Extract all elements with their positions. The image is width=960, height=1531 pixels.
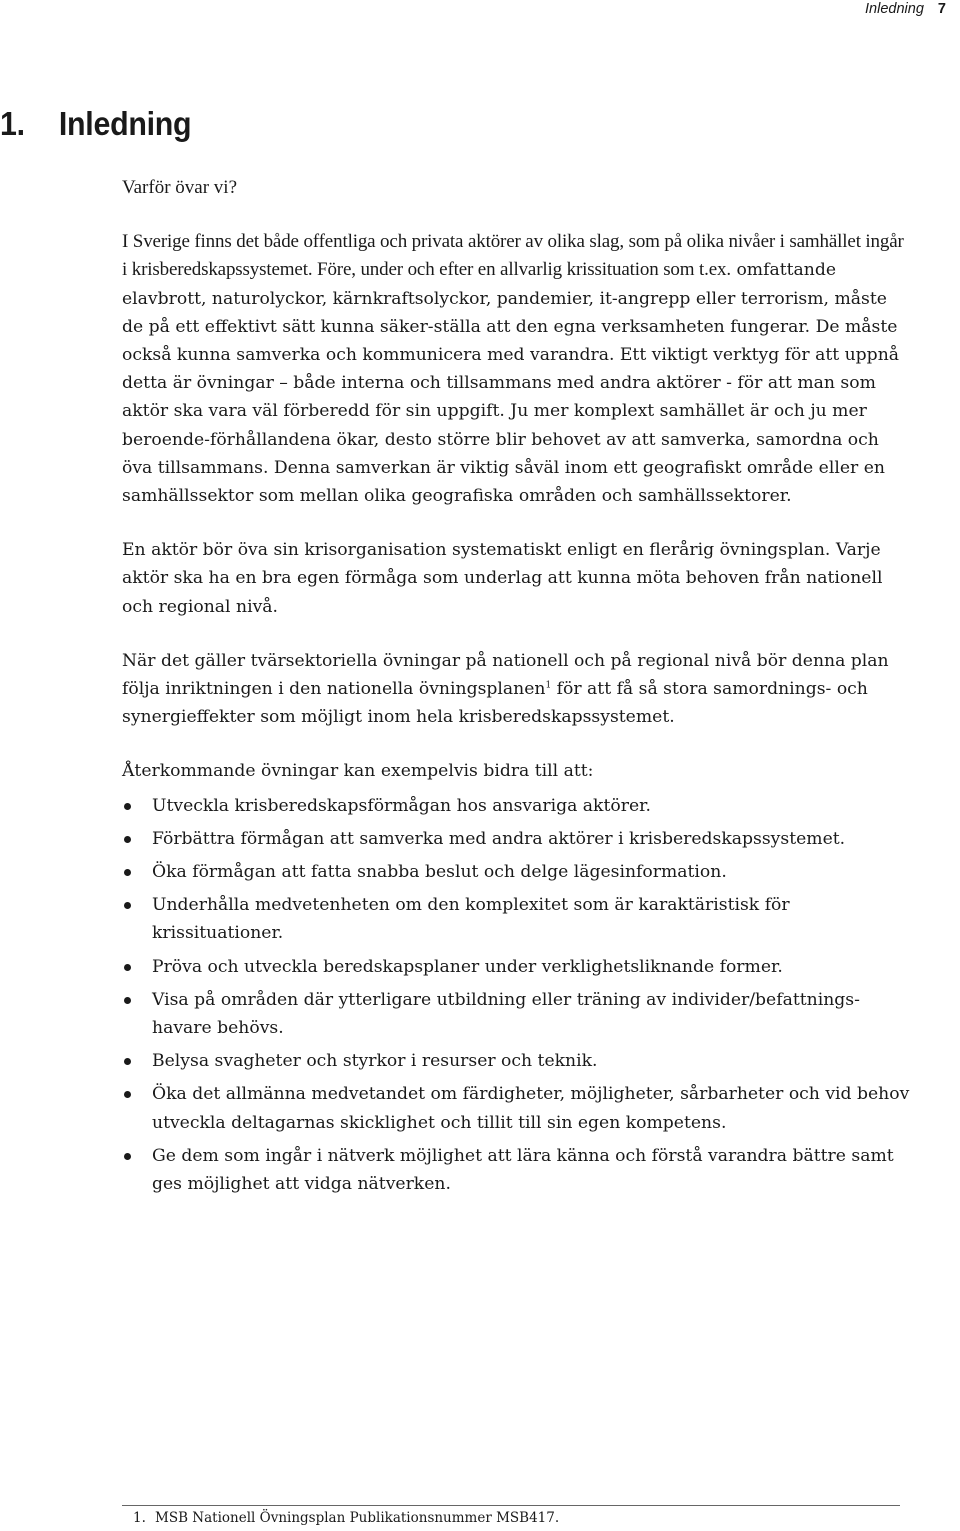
list-item: Öka det allmänna medvetandet om färdigheter, möjligheter, sårbarheter och vid behov utveckla deltagarnas skicklighet och tillit till sin egen kompetens. xyxy=(122,1080,912,1136)
chapter-title: Inledning xyxy=(58,105,192,142)
running-header xyxy=(865,0,946,18)
list-item: Ge dem som ingår i nätverk möjlighet att lära känna och förstå varandra bättre samt ges möjlighet att vidga nätverken. xyxy=(122,1142,912,1198)
body-text xyxy=(122,174,912,1203)
paragraph-3 xyxy=(122,647,912,732)
page-number: 7 xyxy=(937,1,946,17)
paragraph-1-intro: I Sverige finns det både offentliga och privata aktörer av olika slag, som på olika nivåer i samhället ingår i krisberedskapssystemet. Före, under och efter en allvarlig krissituation som t.ex. xyxy=(122,231,904,281)
lead-question: Varför övar vi? xyxy=(122,177,238,198)
footnote-reference: 1 xyxy=(545,680,552,691)
list-item: Visa på områden där ytterligare utbildning eller träning av individer/befattnings-havare behövs. xyxy=(122,986,912,1042)
list-item: Förbättra förmågan att samverka med andra aktörer i krisberedskapssystemet. xyxy=(122,825,912,853)
list-item: Utveckla krisberedskapsförmågan hos ansvariga aktörer. xyxy=(122,792,912,820)
running-header-title: Inledning xyxy=(865,1,924,17)
footnote-number: 1. xyxy=(133,1510,146,1526)
paragraph-3-start: När det gäller tvärsektoriella övningar på nationell och på regional nivå bör denna plan följa inriktningen i den nationella övningsplanen xyxy=(122,650,889,700)
footnote-divider xyxy=(122,1505,900,1506)
list-item: Underhålla medvetenheten om den komplexitet som är karaktäristisk för krissituationer. xyxy=(122,891,912,947)
list-item: Öka förmågan att fatta snabba beslut och delge lägesinformation. xyxy=(122,858,912,886)
paragraph-1-rest: omfattande elavbrott, naturolyckor, kärnkraftsolyckor, pandemier, it-angrepp eller terrorism, måste de på ett effektivt sätt kunna säker-ställa att den egna verksamheten fungerar. De måste också kunna samverka och kommunicera med varandra. Ett viktigt verktyg för att uppnå detta är övningar – både interna och tillsammans med andra aktörer - för att man som aktör ska vara väl förberedd för sin uppgift. Ju mer komplext samhället är och ju mer beroende-förhållandena ökar, desto större blir behovet av att samverka, samordna och öva tillsammans. Denna samverkan är viktig såväl inom ett geografiskt område eller en samhällssektor som mellan olika geografiska områden och samhällssektorer. xyxy=(122,260,900,507)
list-item: Pröva och utveckla beredskapsplaner under verklighetsliknande former. xyxy=(122,953,912,981)
paragraph-2: En aktör bör öva sin krisorganisation systematiskt enligt en flerårig övningsplan. Varje aktör ska ha en bra egen förmåga som underlag att kunna möta behoven från nationell och regional nivå. xyxy=(122,540,883,617)
chapter-heading xyxy=(0,101,191,147)
list-item: Belysa svagheter och styrkor i resurser och teknik. xyxy=(122,1047,912,1075)
paragraph-1 xyxy=(122,228,912,510)
paragraph-3-end: för att få så stora samordnings- och synergieffekter som möjligt inom hela krisberedskapssystemet. xyxy=(122,679,868,728)
chapter-number: 1. xyxy=(0,105,25,142)
footnote xyxy=(133,1509,559,1527)
footnote-text: MSB Nationell Övningsplan Publikationsnummer MSB417. xyxy=(155,1510,560,1526)
list-intro: Återkommande övningar kan exempelvis bidra till att: xyxy=(122,761,594,782)
bullet-list xyxy=(122,792,912,1199)
